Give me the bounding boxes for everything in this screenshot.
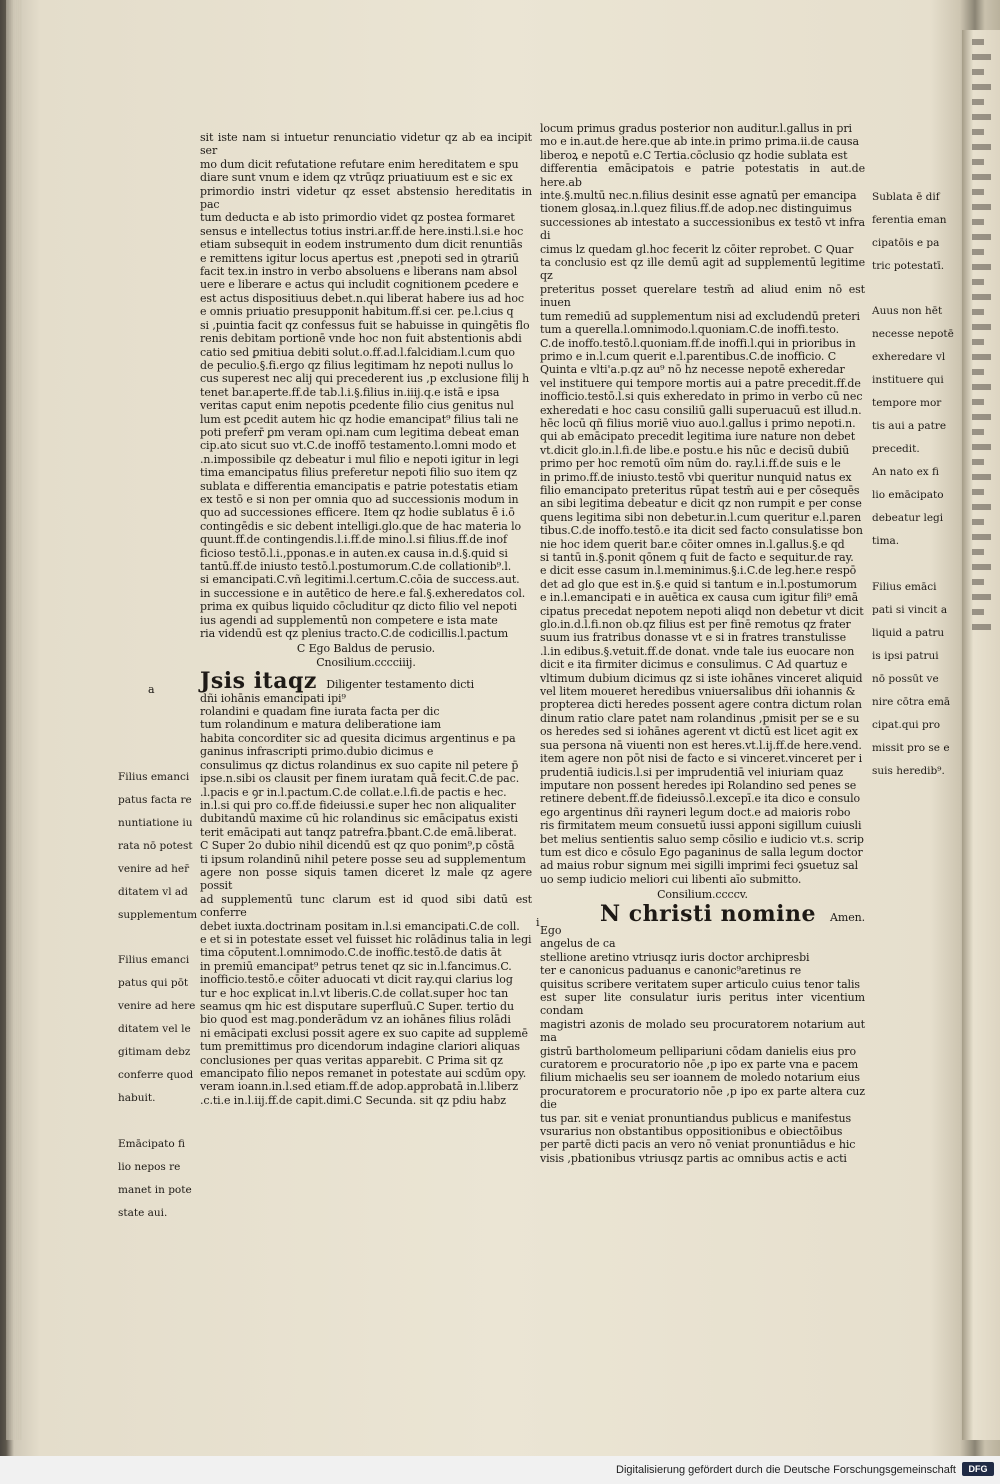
text-line: e et si in potestate esset vel fuisset hic rolādinus talia in legi <box>200 932 532 946</box>
opening-word-right: N christi nomine <box>600 900 816 927</box>
text-line: habita concorditer sic ad quesita dicimus argentinus e pa <box>200 731 516 745</box>
text-line: in premiū emancipat⁹ petrus tenet qz sic in.l.fancimus.C. <box>200 959 512 973</box>
text-line: dicit e ita firmiter dicimus e consulimus. C Ad quartuz e <box>540 658 848 672</box>
text-line: vsurarius non obstantibus oppositionibus e obiectōibus <box>540 1125 843 1139</box>
facing-page-line <box>972 99 984 105</box>
facing-page-line <box>972 309 984 315</box>
text-line: dubitandū maxime cū hic rolandinus sic emācipatus existi <box>200 812 518 826</box>
text-line: precedit. <box>872 443 920 455</box>
text-line: inofficio.testō.l.si quis exheredato in primo in verbo cū nec <box>540 390 863 404</box>
text-line <box>872 558 958 570</box>
text-line: ad maius robur signum mei sigilli imprimi feci ꝯsuetuz sal <box>540 859 859 873</box>
text-line: qui ab emācipato precedit legitima iure nature non debet <box>540 430 856 444</box>
text-line: diare sunt vnum e idem qz vtrūqz priuatiuum est e sic ex <box>200 171 513 185</box>
text-line: bet melius sentientis saluo semp cōsilio e iudicio vt.s. scrip <box>540 832 864 846</box>
text-line: e remittens igitur locus apertus est ,pnepoti sed in ꝯtrariū <box>200 251 519 265</box>
text-line: tum rolandinum e matura deliberatione iam <box>200 718 441 732</box>
text-line: facit tex.in instro in verbo absoluens e liberans nam absol <box>200 265 518 279</box>
text-line: Filius emāci <box>872 580 937 593</box>
text-line: ni emācipati exclusi possit agere ex suo capite ad supplemē <box>200 1026 528 1040</box>
text-line: ex testō e si non per omnia quo ad successionis modum in <box>200 492 519 506</box>
text-line: tima emancipatus filius preferetur nepoti filio suo item qz <box>200 466 517 480</box>
text-line: cipatus precedat nepotem nepoti aliqd non debetur vt dicit <box>540 604 864 618</box>
facing-page-line <box>972 489 984 495</box>
show-through-text <box>115 338 185 350</box>
facing-page-edge <box>962 30 1000 1440</box>
text-line: is ipsi patrui <box>872 649 939 662</box>
text-line: .l.in edibus.§.vetuit.ff.de donat. vnde tale ius euocare non <box>540 644 855 658</box>
text-line: cipatōis e pa <box>872 236 940 249</box>
text-line: nie hoc idem querit bar.e cōiter omnes in.l.gallus.§.e qd <box>540 537 845 551</box>
facing-page-line <box>972 594 991 600</box>
text-line: visis ,pbationibus vtriusqz partis ac omnibus actis e acti <box>540 1151 847 1165</box>
text-line: venire ad her̄ <box>118 862 190 875</box>
left-column-lines <box>200 131 532 640</box>
facing-page-line <box>972 609 984 615</box>
facing-page-line <box>972 339 984 345</box>
text-line: necesse nepotē <box>872 328 954 340</box>
text-line: tus par. sit e veniat pronuntiandus publicus e manifestus <box>540 1111 852 1125</box>
text-line: de peculio.§.fi.ergo qz filius legitimam hz nepoti nullus lo <box>200 358 514 372</box>
text-line: consulimus qz dictus rolandinus ex suo capite nil petere p̄ <box>200 758 519 772</box>
text-line: sublata e differentia emancipatis e patrie potestatis etiam <box>200 479 518 493</box>
text-line: C Super 2o dubio nihil dicendū est qz quo ponim⁹,p cōstā <box>200 839 515 853</box>
text-line: debeatur legi <box>872 512 944 524</box>
text-line: vt.dicit glo.in.l.fi.de libe.e postu.e his nūc e decisū dubiū <box>540 443 850 457</box>
text-line: ficioso testō.l.i.,pponas.e in auten.ex causa in.d.§.quid si <box>200 546 508 560</box>
text-line: lum est ꝑcedit autem hic qz hodie emancipat⁹ filius tali ne <box>200 412 519 426</box>
text-line: state aui. <box>118 1206 168 1219</box>
text-line: tima. <box>872 535 900 547</box>
text-line: in.l.si qui pro co.ff.de fideiussi.e super hec non aliqualiter <box>200 798 516 812</box>
text-line: renis debitam portionē vnde hoc non fuit abstentionis abdi <box>200 332 522 346</box>
text-line: det ad glo que est in.§.e quid si tantum e in.l.postumorum <box>540 577 857 591</box>
text-line: cip.ato sicut suo vt.C.de inoffō testamento.l.omni modo et <box>200 439 517 453</box>
text-line: venire ad here <box>118 1000 196 1012</box>
text-line: veritas caput enim nepotis ꝑcedente filio cius genitus nul <box>200 399 514 413</box>
text-line: contingēdis e sic debent intelligi.glo.que de hac materia lo <box>200 519 522 533</box>
facing-page-line <box>972 144 991 150</box>
facing-page-line <box>972 264 991 270</box>
facing-page-line <box>972 54 991 60</box>
text-line: an sibi legitima debeatur e dicit qz non rumpit e per conse <box>540 497 862 511</box>
text-line: exheredati e hoc casu consiliū galli superuacuū est illud.n. <box>540 403 862 417</box>
facing-page-line <box>972 414 991 420</box>
text-line: item agere non pōt nisi de facto e si vinceret.vinceret per i <box>540 752 862 766</box>
text-line: tum a querella.l.omnimodo.l.quoniam.C.de inoffi.testo. <box>540 323 839 337</box>
facing-page-line <box>972 579 984 585</box>
consilium-opening-right <box>536 900 865 938</box>
left-margin-glosses <box>118 760 198 1230</box>
text-line: debet iuxta.doctrinam positam in.l.si emancipati.C.de coll. <box>200 919 520 933</box>
text-line: in primo.ff.de iniusto.testō vbi queritur nunquid natus ex <box>540 470 852 484</box>
footer-caption: Digitalisierung gefördert durch die Deutsche Forschungsgemeinschaft <box>616 1464 956 1476</box>
text-line: gitimam debz <box>118 1046 191 1058</box>
text-line: successiones ab intestato a successionibus ex testō vt infra di <box>540 215 865 243</box>
facing-page-line <box>972 444 991 450</box>
text-line: per partē dicti pacis an vero nō veniat pronuntiādus e hic <box>540 1138 856 1152</box>
text-line: terit emācipati aut tanqz patrefra.ꝥbant.C.de emā.liberat. <box>200 825 517 839</box>
facing-page-line <box>972 249 984 255</box>
text-line: quisitus scribere veritatem super articulo cuius tenor talis <box>540 977 860 991</box>
text-line: imputare non possent heredes ipi Rolandino sed penes se <box>540 778 857 792</box>
facing-page-line <box>972 369 984 375</box>
text-line <box>872 283 958 295</box>
text-line: tum deducta e ab isto primordio videt qz postea formaret <box>200 211 515 225</box>
digitization-footer <box>0 1456 1000 1484</box>
text-line: ditatem vl ad <box>118 885 188 898</box>
facing-page-line <box>972 159 984 165</box>
facing-page-line <box>972 504 991 510</box>
right-margin-glosses <box>872 180 958 788</box>
facing-page-line <box>972 114 991 120</box>
text-line: rolandini e quadam fine iurata facta per dic <box>200 705 440 719</box>
opening-word-left: Jsis itaqz <box>200 668 317 695</box>
text-line: tum est dico e cōsulo Ego paganinus de salla legum doctor <box>540 845 863 859</box>
text-line: suis heredib⁹. <box>872 764 945 777</box>
text-line: e omnis priuatio presupponit habitum.ff.si cer. pe.l.cius q <box>200 305 514 319</box>
text-line: .n.impossibile qz debeatur i mul filio e nepoti igitur in legi <box>200 452 519 466</box>
text-line: ria videndū est qz plenius tracto.C.de codicillis.l.pactum <box>200 627 509 641</box>
text-line: primo per hoc remotū oīm nūm do. ray.l.i.ff.de suis e le <box>540 457 841 471</box>
facing-page-line <box>972 549 984 555</box>
text-line: si emancipati.C.vñ legitimi.l.certum.C.cōia de success.aut. <box>200 573 520 587</box>
text-line: ti ipsum rolandinū nihil petere posse seu ad supplementum <box>200 852 526 866</box>
text-line: dinum ratio clare patet nam rolandinus ,pmisit per se e su <box>540 711 860 725</box>
text-line: ego argentinus dñi rayneri legum doct.e ad maioris robo <box>540 805 851 819</box>
text-line: tibus.C.de inoffo.testō.e ita dicit sed facto consulatisse bon <box>540 524 863 538</box>
right-column-lines-continued <box>540 937 865 1165</box>
text-line: Sublata ē dif <box>872 190 940 203</box>
text-line: inofficio.testō.e cōiter aduocati vt dicit ray.qui clarius log <box>200 973 513 987</box>
text-line: supplementum <box>118 908 198 921</box>
text-line: angelus de ca <box>540 937 616 951</box>
text-line: primordio instri videtur qz esset abstensio hereditatis in pac <box>200 184 532 212</box>
text-line: tempore mor <box>872 397 942 409</box>
text-line: dñi iohānis emancipati ipi⁹ <box>200 691 346 705</box>
consilium-heading-left: Cnosilium.cccciiij. <box>316 655 416 669</box>
text-line: missit pro se e <box>872 741 950 754</box>
facing-page-line <box>972 564 991 570</box>
text-line: est super lite consulatur iuris peritus inter vicentium condam <box>540 991 865 1018</box>
text-line: Filius emanci <box>118 770 190 783</box>
facing-page-line <box>972 474 991 480</box>
consilium-heading-right: Consilium.ccccv. <box>657 888 748 902</box>
text-line: e dicit esse casum in.l.meminimus.§.i.C.de leg.her.e respō <box>540 564 857 578</box>
text-line: magistri azonis de molado seu procuratorem notarium aut ma <box>540 1017 865 1045</box>
text-line: suum ius fratribus donasse vt e si in fratres transtulisse <box>540 631 847 645</box>
text-line: filio emancipato preteritus rūpat testm̄ aui e per cōsequēs <box>540 483 860 497</box>
consilium-opening-left <box>148 668 532 697</box>
facing-page-line <box>972 279 984 285</box>
text-line: emancipato filio nepos remanet in potestate aui scdūm opy. <box>200 1067 527 1081</box>
paragraph-marker-a: a <box>148 683 155 697</box>
text-line: Auus non hēt <box>872 305 943 317</box>
text-line: nire cōtra emā <box>872 695 951 708</box>
text-line: exheredare vl <box>872 351 946 363</box>
text-line: cimus lz quedam gl.hoc fecerit lz cōiter reprobet. C Quar <box>540 242 854 256</box>
text-line: tenet bar.aperte.ff.de tab.l.i.§.filius in.iiij.q.e istā e ipsa <box>200 385 500 399</box>
text-line: agere non posse siquis tamen diceret lz male qz agere possit <box>200 865 532 893</box>
facing-page-line <box>972 84 991 90</box>
text-line: catio sed ꝑmitiua debiti solut.o.ff.ad.l.falcidiam.l.cum quo <box>200 345 515 359</box>
facing-page-line <box>972 69 984 75</box>
text-line: est actus dispositiuus debet.n.qui liberat habere ius ad hoc <box>200 291 524 305</box>
facing-page-line <box>972 39 984 45</box>
text-line: nuntiatione iu <box>118 816 193 829</box>
right-column-lines <box>540 122 865 886</box>
text-line: sit iste nam si intuetur renunciatio videtur qz ab ea incipit ser <box>200 131 532 158</box>
text-line: ipse.n.sibi os clausit per finem iuratam quā fecit.C.de pac. <box>200 772 520 786</box>
text-line: curatorem e procuratorio nōe ,p ipo ex parte vna e pacem <box>540 1058 859 1072</box>
facing-page-line <box>972 624 991 630</box>
facing-page-line <box>972 354 991 360</box>
text-line: tis aui a patre <box>872 420 947 432</box>
text-line: conferre quod <box>118 1069 194 1081</box>
text-line: conclusiones per quas veritas apparebit. C Prima sit qz <box>200 1053 503 1067</box>
right-text-column <box>536 122 865 1165</box>
facing-page-line <box>972 129 984 135</box>
text-line: preteritus posset querelare testm̄ ad aliud enim nō est inuen <box>540 282 865 310</box>
text-line: bio quod est mag.ponderādum vz an iohānes filius rolādi <box>200 1013 511 1027</box>
text-line: quunt.ff.de contingendis.l.i.ff.de mino.l.si filius.ff.de inof <box>200 533 507 547</box>
text-line: sua persona nā viuenti non est heres.vt.l.ij.ff.de here.vend. <box>540 738 862 752</box>
text-line: poti preferr̄ ꝑm veram opi.nam cum legitima debeat eman <box>200 425 520 439</box>
facing-page-line <box>972 174 991 180</box>
text-line: nō possūt ve <box>872 672 939 685</box>
text-line: inte.§.multū nec.n.filius desinit esse agnatū per emancipa <box>540 189 857 203</box>
text-line: primo e in.l.cum querit e.l.parentibus.C.de inofficio. C <box>540 349 837 363</box>
text-line: ter e canonicus paduanus e canonic⁹aretinus re <box>540 964 802 978</box>
dfg-logo: DFG <box>962 1462 994 1476</box>
text-line: propterea dicti heredes possent agere contra dictum rolan <box>540 698 862 712</box>
text-line: ius agendi ad supplementū non competere e ista mate <box>200 613 498 627</box>
text-line: rata nō potest <box>118 839 193 852</box>
facing-page-line <box>972 294 991 300</box>
facing-page-line <box>972 234 991 240</box>
text-line: sensus e intellectus totius instri.ar.ff.de here.insti.l.si.e hoc <box>200 224 524 238</box>
text-line: manet in pote <box>118 1183 192 1196</box>
text-line: e in.l.emancipati e in auētica ex causa cum igitur fili⁹ emā <box>540 591 859 605</box>
text-line: in successione e in autētico de here.e fal.§.exheredatos col. <box>200 586 526 600</box>
text-line: instituere qui <box>872 374 944 386</box>
text-line: liberoꝝ e nepotū e.C Tertia.cōclusio qz hodie sublata est <box>540 148 848 162</box>
text-line: ta conclusio est qz ille demū agit ad supplementū legitime qz <box>540 256 865 283</box>
text-line: C.de inoffo.testō.l.quoniam.ff.de inoffi.l.qui in prioribus in <box>540 336 856 350</box>
text-line: vel litem moueret heredibus vniuersalibus dñi iohannis & <box>540 685 856 699</box>
text-line: cus superest nec alij qui precederent ius ,p exclusione filij h <box>200 372 530 386</box>
text-line: quo ad successiones efficere. Item qz hodie sublatus ē i.ō <box>200 506 515 520</box>
text-line: differentia emācipatois e patrie potestatis in aut.de here.ab <box>540 162 865 189</box>
text-line: locum primus gradus posterior non auditur.l.gallus in pri <box>540 122 852 135</box>
opening-rest-right: Amen. Ego <box>540 910 865 937</box>
facing-page-line <box>972 534 991 540</box>
text-line: etiam subsequit in eodem instrumento dum dicit renuntiās <box>200 238 523 252</box>
text-line: An nato ex fi <box>872 466 940 478</box>
text-line: glo.in.d.l.fi.non ob.qz filius est per finē remotus qz frater <box>540 618 851 632</box>
facing-page-line <box>972 324 991 330</box>
text-line: liquid a patru <box>872 626 945 639</box>
text-line: .l.pacis e ꝯr in.l.pactum.C.de collat.e.l.fi.de pactis e hec. <box>200 785 507 799</box>
facing-page-line <box>972 519 984 525</box>
left-column-lines-continued <box>200 692 532 1108</box>
text-line: retinere debent.ff.de fideiussō.l.excepī.e ita dico e consulo <box>540 792 861 806</box>
text-line: filium michaelis seu ser ioannem de moledo notarium eius <box>540 1071 860 1085</box>
facing-page-line <box>972 459 984 465</box>
text-line: veram ioann.in.l.sed etiam.ff.de adop.approbatā in.l.liberz <box>200 1080 519 1094</box>
text-line: lio emācipato <box>872 489 944 501</box>
text-line: habuit. <box>118 1092 156 1104</box>
text-line: uere e liberare e actus qui includit cognitionem ꝑcedere e <box>200 278 519 292</box>
text-line: si ,puintia facit qz confessus fuit se habuisse in quingētis flo <box>200 318 530 332</box>
text-line: ris firmitatem meum consuetū iussi apponi sigillum cuiusli <box>540 819 862 833</box>
text-line: hēc locū qñ filius moriē viuo auo.l.gallus i primo nepoti.n. <box>540 416 856 430</box>
text-line: os heredes sed si iohānes agerent vt dictū est licet agit ex <box>540 725 858 739</box>
text-line: uo semp iudicio meliori cui libenti aīo submitto. <box>540 872 802 886</box>
facing-page-line <box>972 399 984 405</box>
text-line: cipat.qui pro <box>872 718 941 731</box>
text-line: gistrū bartholomeum pellipariuni cōdam danielis eius pro <box>540 1044 856 1058</box>
signature-baldus: C Ego Baldus de perusio. <box>296 642 436 656</box>
facing-page-line <box>972 219 984 225</box>
paragraph-marker-i: i <box>536 915 540 929</box>
text-line: prima ex quibus liquido cōcluditur qz dicto filio vel nepoti <box>200 600 517 614</box>
text-line: quens legitima sibi non debetur.in.l.cum queritur e.l.paren <box>540 510 862 524</box>
text-line: stellione aretino vtriusqz iuris doctor archipresbi <box>540 950 810 964</box>
text-line: ad supplementū tunc clarum est id quod sibi datū est conferre <box>200 892 532 920</box>
text-line: patus qui pōt <box>118 977 189 989</box>
facing-page-line <box>972 204 991 210</box>
facing-page-line <box>972 429 984 435</box>
book-edge-left <box>6 0 22 1440</box>
text-line: si tantū in.§.ponit qōnem q fuit de facto e sequitur.de ray. <box>540 551 854 564</box>
text-line: tum premittimus pro dicendorum indagine clariori aliquas <box>200 1040 520 1054</box>
text-line: ferentia eman <box>872 213 947 226</box>
facing-page-line <box>972 384 991 390</box>
text-line: tantū.ff.de iniusto testō.l.postumorum.C.de collationib⁹.l. <box>200 560 512 573</box>
text-line: vltimum dubium dicimus qz si iste iohānes vinceret aliquid <box>540 671 863 685</box>
text-line: mo dum dicit refutatione refutare enim hereditatem e spu <box>200 157 519 171</box>
text-line: mo e in.aut.de here.que ab inte.in primo prima.ii.de causa <box>540 135 859 149</box>
text-line: .c.ti.e in.l.iij.ff.de capit.dimi.C Secunda. sit qz pdiu habz <box>200 1093 507 1107</box>
text-line: ganinus infrascripti primo.dubio dicimus e <box>200 745 434 759</box>
text-line: ditatem vel le <box>118 1023 191 1035</box>
text-line: tric potestatī. <box>872 259 945 272</box>
text-line: lio nepos re <box>118 1160 181 1173</box>
text-line: vel instituere qui tempore mortis aui a patre precedit.ff.de <box>540 376 861 390</box>
text-line: tima cōputent.l.omnimodo.C.de inoffic.testō.de datis āt <box>200 946 502 960</box>
text-line: Quinta e vlti'a.p.qz au⁹ nō hz necesse nepotē exheredar <box>540 363 845 377</box>
opening-rest-left: Diligenter testamento dicti <box>326 678 475 692</box>
text-line <box>118 1115 198 1127</box>
text-line: tum remediū ad supplementum nisi ad excludendū preteri <box>540 309 860 323</box>
text-line: procuratorem e procuratorio nōe ,p ipo ex parte altera cuz die <box>540 1084 865 1112</box>
text-line: Emācipato fi <box>118 1137 185 1150</box>
text-line: tionem glosaꝝ.in.l.quez filius.ff.de adop.nec distinguimus <box>540 202 852 216</box>
text-line: patus facta re <box>118 793 192 806</box>
facing-page-line <box>972 189 984 195</box>
text-line: pati si vincit a <box>872 603 948 616</box>
text-line <box>118 932 198 944</box>
text-line: tur e hoc explicat in.l.vt liberis.C.de collat.super hoc tan <box>200 986 509 1000</box>
text-line: seamus qm hic est disputare superfluū.C Super. tertio du <box>200 1000 514 1013</box>
text-line: prudentiā iudicis.l.si per imprudentiā vel iniuriam quaz <box>540 765 844 779</box>
text-line: Filius emanci <box>118 954 190 966</box>
